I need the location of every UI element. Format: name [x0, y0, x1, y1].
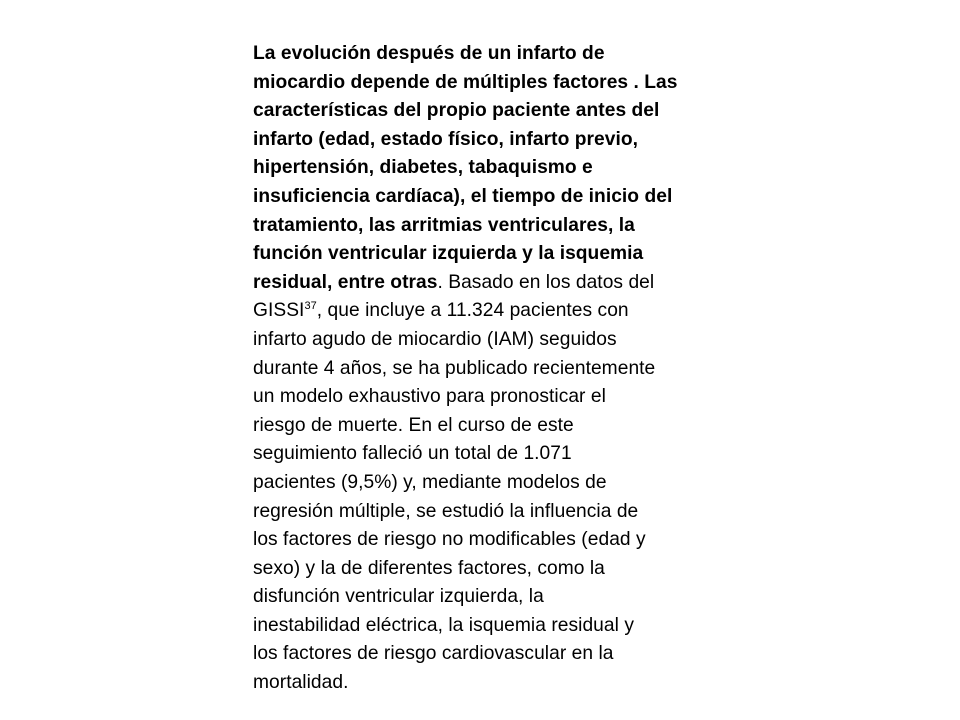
- text-line: hipertensión, diabetes, tabaquismo e: [253, 157, 593, 179]
- text-line: regresión múltiple, se estudió la influencia de: [253, 500, 639, 522]
- text-line: mortalidad.: [253, 672, 349, 694]
- text-line: La evolución después de un infarto de: [253, 43, 605, 64]
- text-line: seguimiento falleció un total de 1.071: [253, 443, 572, 465]
- citation-superscript: 37: [304, 300, 317, 313]
- bold-segment: residual, entre otras: [253, 271, 438, 293]
- text-line-citation: [253, 297, 718, 326]
- text-line: sexo) y la de diferentes factores, como la: [253, 557, 605, 579]
- text-line: pacientes (9,5%) y, mediante modelos de: [253, 471, 607, 493]
- text-line: un modelo exhaustivo para pronosticar el: [253, 386, 606, 408]
- text-line: tratamiento, las arritmias ventriculares, la: [253, 214, 635, 236]
- text-line: infarto agudo de miocardio (IAM) seguidos: [253, 328, 617, 350]
- text-line: disfunción ventricular izquierda, la: [253, 586, 544, 608]
- text-line-mixed: [253, 269, 718, 298]
- text-line: durante 4 años, se ha publicado recientemente: [253, 357, 656, 379]
- text-line: los factores de riesgo no modificables (edad y: [253, 529, 646, 551]
- citation-rest: , que incluye a 11.324 pacientes con: [316, 300, 629, 322]
- text-line: función ventricular izquierda y la isquemia: [253, 243, 644, 265]
- text-line: los factores de riesgo cardiovascular en la: [253, 643, 614, 665]
- regular-segment: . Basado en los datos del: [437, 271, 655, 293]
- citation-name: GISSI: [253, 300, 305, 322]
- text-line: infarto (edad, estado físico, infarto previo,: [253, 128, 638, 150]
- text-line: insuficiencia cardíaca), el tiempo de inicio del: [253, 185, 673, 207]
- body-paragraph: [253, 40, 718, 698]
- text-line: características del propio paciente antes del: [253, 100, 660, 122]
- text-line: riesgo de muerte. En el curso de este: [253, 414, 574, 436]
- text-line: miocardio depende de múltiples factores . Las: [253, 71, 678, 93]
- text-line: inestabilidad eléctrica, la isquemia residual y: [253, 614, 634, 636]
